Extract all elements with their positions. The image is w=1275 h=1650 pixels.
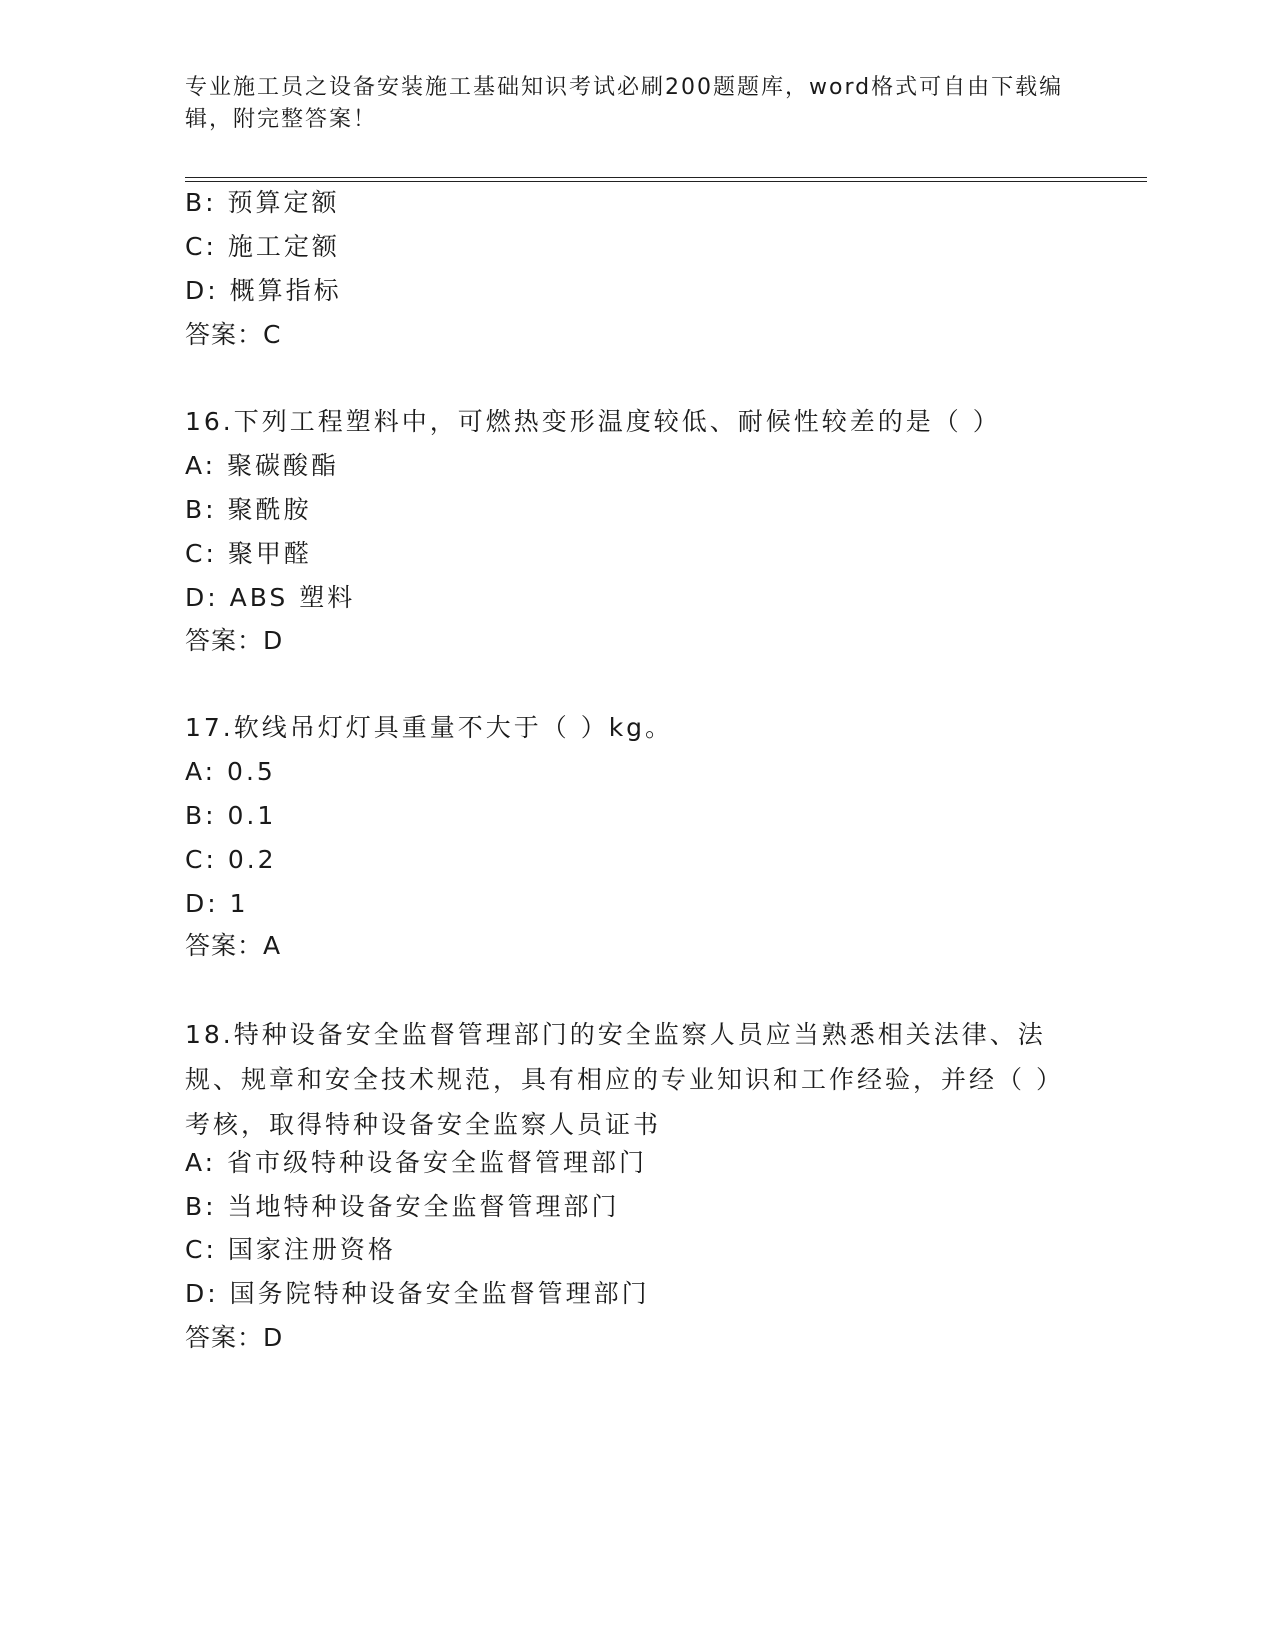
q15-option-c: C: 施工定额 — [185, 232, 340, 261]
q16-option-b: B: 聚酰胺 — [185, 495, 312, 524]
q18-option-a: A: 省市级特种设备安全监督管理部门 — [185, 1148, 648, 1177]
q16-option-c: C: 聚甲醛 — [185, 539, 312, 568]
q18-option-d: D: 国务院特种设备安全监督管理部门 — [185, 1279, 650, 1308]
document-header: 专业施工员之设备安装施工基础知识考试必刷200题题库，word格式可自由下载编辑，附完整答案！ — [185, 75, 1064, 132]
q16-answer: 答案：D — [185, 626, 284, 655]
q18-option-b: B: 当地特种设备安全监督管理部门 — [185, 1192, 620, 1221]
q17-answer: 答案：A — [185, 931, 282, 960]
q16-stem: 16.下列工程塑料中，可燃热变形温度较低、耐候性较差的是（ ） — [185, 407, 1001, 436]
q17-option-c: C: 0.2 — [185, 845, 277, 874]
header-divider-top — [185, 177, 1147, 178]
q15-option-b: B: 预算定额 — [185, 188, 340, 217]
q17-option-b: B: 0.1 — [185, 801, 277, 830]
q16-option-d: D: ABS 塑料 — [185, 583, 356, 612]
q15-option-d: D: 概算指标 — [185, 276, 342, 305]
q15-answer: 答案：C — [185, 320, 282, 349]
header-divider-bottom — [185, 181, 1147, 182]
q17-option-a: A: 0.5 — [185, 757, 276, 786]
q17-option-d: D: 1 — [185, 889, 249, 918]
q18-stem: 18.特种设备安全监督管理部门的安全监察人员应当熟悉相关法律、法规、规章和安全技术规范，具有相应的专业知识和工作经验，并经（ ）考核，取得特种设备安全监察人员证书 — [185, 1020, 1064, 1139]
q18-answer: 答案：D — [185, 1323, 284, 1352]
q17-stem: 17.软线吊灯灯具重量不大于（ ）kg。 — [185, 713, 674, 742]
q16-option-a: A: 聚碳酸酯 — [185, 451, 340, 480]
q18-option-c: C: 国家注册资格 — [185, 1235, 396, 1264]
